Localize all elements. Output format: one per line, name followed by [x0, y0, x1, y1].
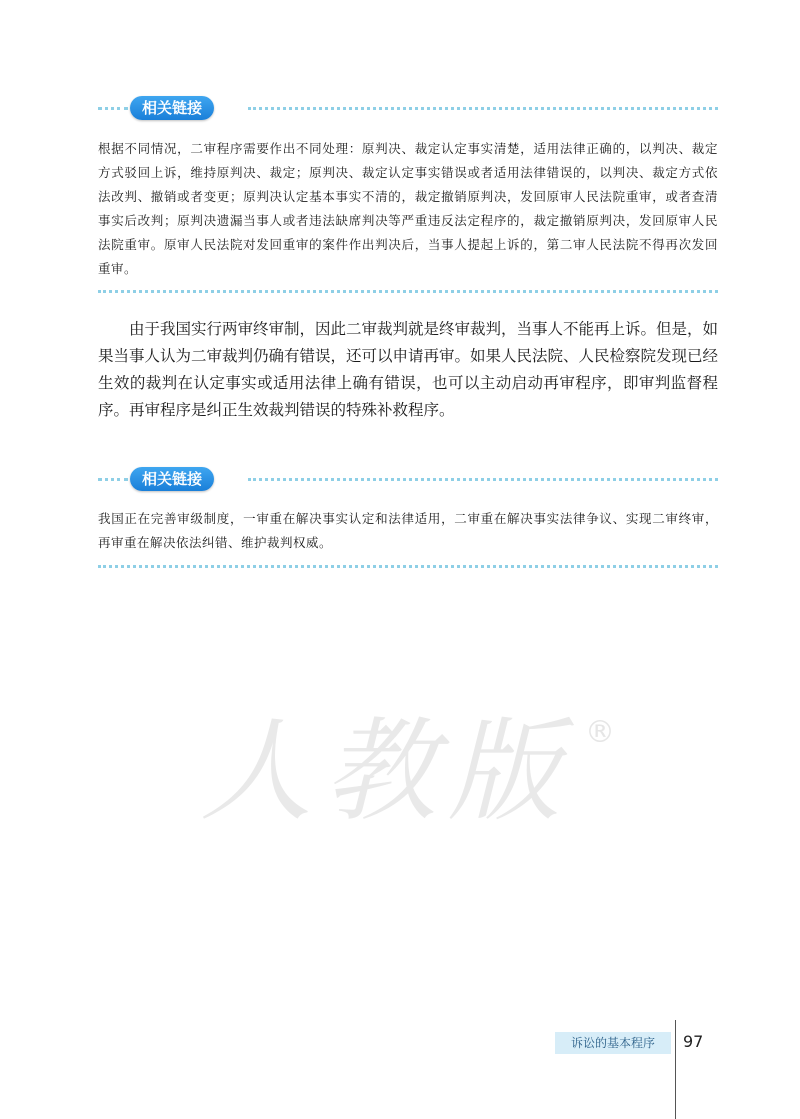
dotted-divider — [98, 565, 718, 568]
dotted-divider — [98, 478, 128, 481]
related-link-header-2 — [98, 467, 718, 491]
dotted-divider — [98, 290, 718, 293]
watermark-text: 人教版 — [200, 707, 572, 837]
related-link-text-2: 我国正在完善审级制度，一审重在解决事实认定和法律适用，二审重在解决事实法律争议、实现二审终审，再审重在解决依法纠错、维护裁判权威。 — [98, 511, 718, 550]
publisher-watermark — [190, 690, 620, 840]
footer-chapter-title: 诉讼的基本程序 — [555, 1032, 671, 1054]
related-link-title-2: 相关链接 — [130, 467, 214, 491]
related-link-title-1: 相关链接 — [130, 96, 214, 120]
related-link-text-1: 根据不同情况，二审程序需要作出不同处理：原判决、裁定认定事实清楚，适用法律正确的，以判决、裁定方式驳回上诉，维持原判决、裁定；原判决、裁定认定事实错误或者适用法律错误的，以判决、裁定方式依法改判、撤销或者变更；原判决认定基本事实不清的，裁定撤销原判决，发回原审人民法院重审，或者查清事实后改判；原判决遗漏当事人或者违法缺席判决等严重违反法定程序的，裁定撤销原判决，发回原审人民法院重审。原审人民法院对发回重审的案件作出判决后，当事人提起上诉的，第二审人民法院不得再次发回重审。 — [98, 141, 718, 276]
page-number: 97 — [683, 1032, 704, 1051]
registered-mark: ® — [585, 715, 615, 750]
related-link-header-1 — [98, 96, 718, 120]
footer-divider — [675, 1020, 676, 1119]
dotted-divider — [98, 107, 128, 110]
dotted-divider — [248, 478, 718, 481]
dotted-divider — [248, 107, 718, 110]
main-paragraph: 由于我国实行两审终审制，因此二审裁判就是终审裁判，当事人不能再上诉。但是，如果当事人认为二审裁判仍确有错误，还可以申请再审。如果人民法院、人民检察院发现已经生效的裁判在认定事实或适用法律上确有错误，也可以主动启动再审程序，即审判监督程序。再审程序是纠正生效裁判错误的特殊补救程序。 — [98, 320, 719, 419]
